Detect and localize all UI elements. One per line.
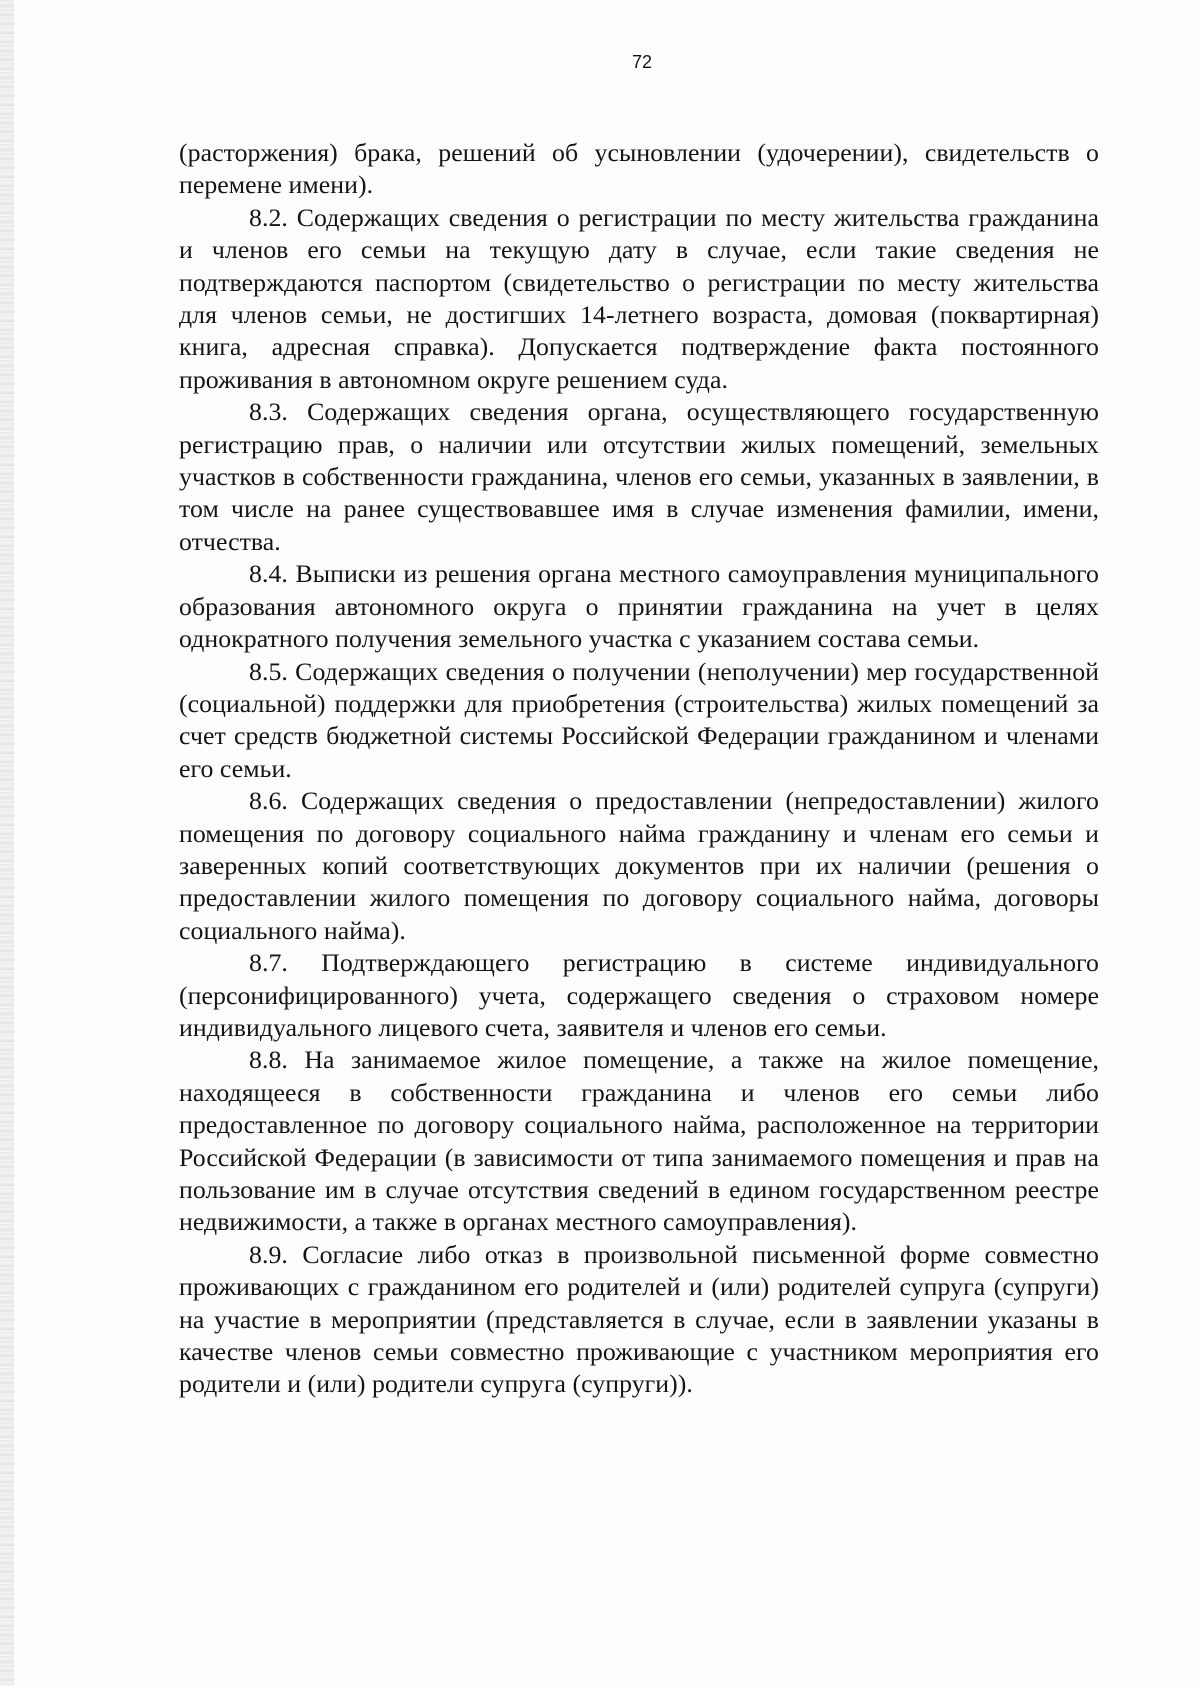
document-body	[179, 137, 1099, 1401]
paragraph-8-6: 8.6. Содержащих сведения о предоставлении (непредоставлении) жилого помещения по договору социального найма гражданину и членам его семьи и заверенных копий соответствующих документов при их наличии (решения о предоставлении жилого помещения по договору социального найма, договоры социального найма).	[179, 786, 1099, 945]
paragraph-8-5: 8.5. Содержащих сведения о получении (неполучении) мер государственной (социальной) поддержки для приобретения (строительства) жилых помещений за счет средств бюджетной системы Российской Федерации гражданином и членами его семьи.	[179, 656, 1099, 783]
paragraph-8-8: 8.8. На занимаемое жилое помещение, а также на жилое помещение, находящееся в собственности гражданина и членов его семьи либо предоставленное по договору социального найма, расположенное на территории Российской Федерации (в зависимости от типа занимаемого помещения и прав на пользование им в случае отсутствия сведений в едином государственном реестре недвижимости, а также в органах местного самоуправления).	[179, 1045, 1099, 1237]
paragraph-8-4: 8.4. Выписки из решения органа местного самоуправления муниципального образования автономного округа о принятии гражданина на учет в целях однократного получения земельного участка с указанием состава семьи.	[179, 559, 1099, 654]
page-number: 72	[631, 52, 653, 72]
paragraph-continuation: (расторжения) брака, решений об усыновлении (удочерении), свидетельств о перемене имени).	[179, 138, 1099, 200]
paragraph-8-7: 8.7. Подтверждающего регистрацию в системе индивидуального (персонифицированного) учета, содержащего сведения о страховом номере индивидуального лицевого счета, заявителя и членов его семьи.	[179, 948, 1099, 1042]
paragraph-8-3: 8.3. Содержащих сведения органа, осуществляющего государственную регистрацию прав, о наличии или отсутствии жилых помещений, земельных участков в собственности гражданина, членов его семьи, указанных в заявлении, в том числе на ранее существовавшее имя в случае изменения фамилии, имени, отчества.	[179, 397, 1099, 556]
paragraph-8-2: 8.2. Содержащих сведения о регистрации по месту жительства гражданина и членов его семьи на текущую дату в случае, если такие сведения не подтверждаются паспортом (свидетельство о регистрации по месту жительства для членов семьи, не достигших 14-летнего возраста, домовая (поквартирная) книга, адресная справка). Допускается подтверждение факта постоянного проживания в автономном округе решением суда.	[179, 202, 1099, 394]
scan-edge	[0, 0, 14, 1686]
paragraph-8-9: 8.9. Согласие либо отказ в произвольной письменной форме совместно проживающих с гражданином его родителей и (или) родителей супруга (супруги) на участие в мероприятии (представляется в случае, если в заявлении указаны в качестве членов семьи совместно проживающие с участником мероприятия его родители и (или) родители супруга (супруги)).	[179, 1239, 1099, 1399]
